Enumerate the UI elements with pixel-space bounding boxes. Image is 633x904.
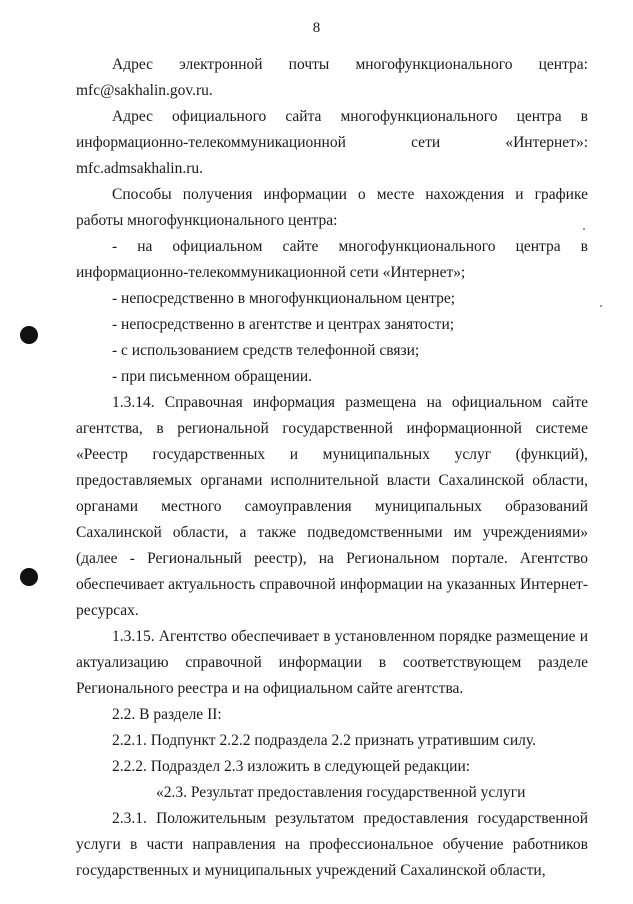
paragraph-2-2: 2.2. В разделе II: — [112, 706, 222, 723]
paragraph-2-2-1: 2.2.1. Подпункт 2.2.2 подраздела 2.2 признать утратившим силу. — [112, 732, 536, 749]
section-heading-2-3: «2.3. Результат предоставления государственной услуги — [156, 784, 526, 801]
paragraph-2-3-1: 2.3.1. Положительным результатом предоставления государственной услуги в части направления на профессиональное обучение работников государственных и муниципальных учреждений Сахалинской области, — [76, 810, 588, 879]
list-item: - на официальном сайте многофункционального центра в информационно-телекоммуникационной сети «Интернет»; — [76, 238, 588, 281]
list-item: - при письменном обращении. — [112, 368, 313, 385]
punch-hole-mark — [20, 326, 38, 344]
paragraph-2-2-2: 2.2.2. Подраздел 2.3 изложить в следующей редакции: — [112, 758, 471, 775]
paragraph-info-methods: Способы получения информации о месте нахождения и графике работы многофункционального центра: — [76, 186, 588, 229]
list-item: - непосредственно в агентстве и центрах занятости; — [112, 316, 455, 333]
page-number: 8 — [312, 20, 321, 36]
scan-speck — [600, 305, 602, 307]
list-item: - с использованием средств телефонной связи; — [112, 342, 420, 359]
punch-hole-mark — [20, 568, 38, 586]
paragraph-1-3-14: 1.3.14. Справочная информация размещена на официальном сайте агентства, в региональной государственной информационной системе «Реестр государственных и муниципальных услуг (функций), предоставляемых органами исполнительной власти Сахалинской области, органами местного самоуправления муниципальных образований Сахалинской области, а также подведомственными им учреждениями» (далее - Региональный реестр), на Региональном портале. Агентство обеспечивает актуальность справочной информации на указанных Интернет-ресурсах. — [76, 394, 588, 619]
paragraph-website: Адрес официального сайта многофункционального центра в информационно-телекоммуникационной сети «Интернет»: mfc.admsakhalin.ru. — [76, 108, 588, 177]
list-item: - непосредственно в многофункциональном центре; — [112, 290, 456, 307]
document-body — [76, 52, 588, 884]
paragraph-1-3-15: 1.3.15. Агентство обеспечивает в установленном порядке размещение и актуализацию справочной информации в соответствующем разделе Регионального реестра и на официальном сайте агентства. — [76, 628, 588, 697]
paragraph-email: Адрес электронной почты многофункционального центра: mfc@sakhalin.gov.ru. — [76, 56, 588, 99]
